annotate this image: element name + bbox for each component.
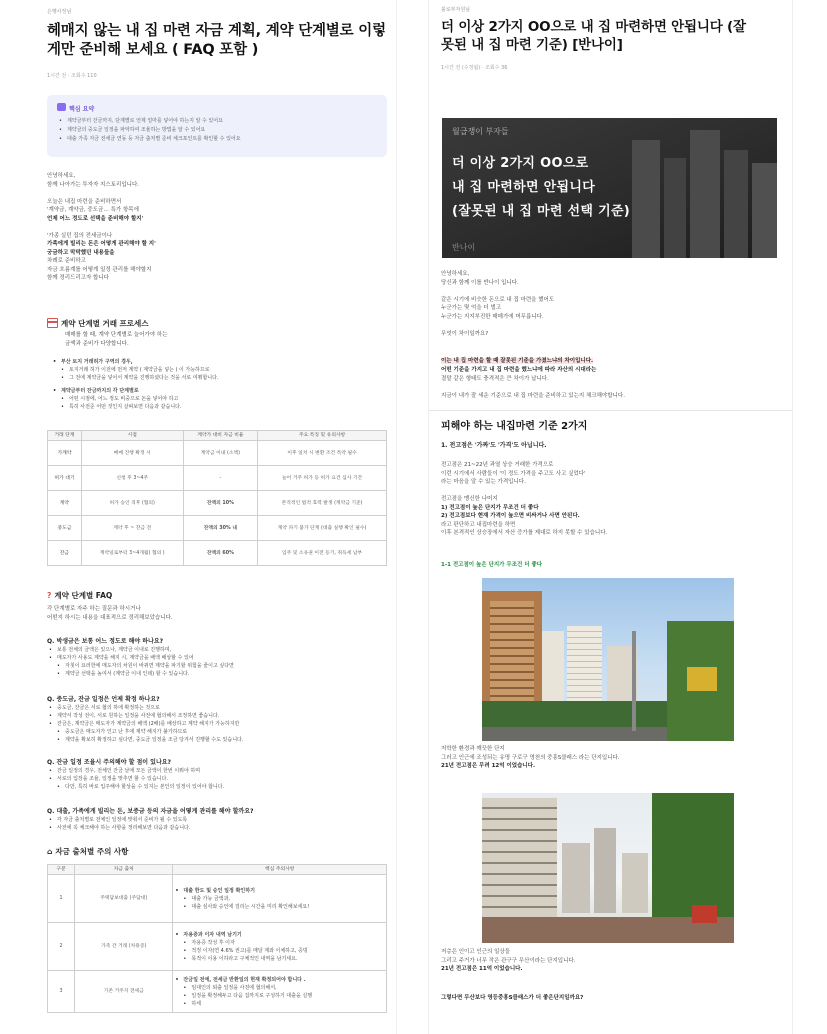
process-bullets	[53, 358, 383, 411]
row-number: 1	[48, 875, 75, 923]
left-article	[37, 0, 397, 1034]
title-line-2: 못된 내 집 마련 기준) [반나이]	[441, 37, 623, 53]
category-label[interactable]: 블로부자원님	[441, 7, 470, 13]
table-row	[48, 516, 387, 541]
desc-line: 어떤지 하시는 내용을 대표적으로 정리해보았습니다.	[47, 614, 173, 621]
summary-list	[59, 117, 241, 144]
table-header-cell: 구분	[48, 865, 75, 875]
faq-desc	[47, 605, 173, 622]
table-row	[48, 541, 387, 566]
list-item: • 다만, 특히 바로 입주해야 할상을 수 있지는 본인의 일정이 있어야 합니다.	[49, 783, 389, 791]
list-item: • 보통 전체의 금액은 있으나, 계약금 이내로 진행하며,	[49, 646, 389, 654]
hero-line: (잘못된 내 집 마련 선택 기준)	[452, 204, 631, 219]
photo-caption	[441, 948, 786, 974]
list-item: • 적정 이자(연 4.6% 권고)를 매달 계좌 이체하고, 증빙	[175, 947, 384, 955]
subheading: 1. 전고점은 '가짜'도 '가격'도 아닙니다.	[441, 442, 547, 449]
table-header-cell: 자금 출처	[75, 865, 173, 875]
hero-line: 더 이상 2가지 OO으로	[452, 156, 589, 171]
funding-notes	[173, 923, 387, 971]
text-line: 라는 마음을 알 수 있는 가격입니다.	[441, 479, 526, 485]
text-line: 저층은 인이고 인근의 일상들	[441, 949, 511, 955]
text-line: 함께 나아가는 투자자 지스토리입니다.	[47, 181, 140, 188]
faq-q1: Q. 박생금은 보통 어느 정도로 해야 하나요?	[47, 638, 164, 645]
table-cell: 가계약	[48, 441, 82, 466]
article-meta: 1시간 전 · 조회수 110	[47, 73, 97, 79]
list-item: • 그 전에 계약금을 넣어서 계약을 진행하셨다는 것을 서로 여쭤합니다.	[53, 374, 383, 382]
text-line: 무엇이 차이일까요?	[441, 330, 489, 337]
table-cell: 허가 대기	[48, 466, 82, 491]
table-cell: 늘어 거주 허가 등 허가 요건 심사 기간	[258, 466, 387, 491]
funding-table-wrap	[47, 864, 387, 1013]
faq-q3: Q. 잔금 일정 조율시 주의해야 할 점이 있나요?	[47, 759, 172, 766]
summary-item: • 계약금부터 잔금까지, 단계별로 언제 얼마를 넣어야 하는지 알 수 있어요	[59, 117, 241, 126]
text-line: 누군가는 몇 억을 더 벌고	[441, 305, 502, 311]
desc-line: 각 단계별로 자주 하는 질문과 하시거나	[47, 606, 141, 612]
table-cell: -	[183, 466, 258, 491]
text-line: 언제 어느 정도로 선택을 준비해야 할지'	[47, 215, 144, 222]
list-item: • 대출 한도 및 승인 일정 확인하기	[175, 887, 384, 895]
text-line: 어떤 기준을 가지고 내 집 마련을 했느냐에 따라 자산의 시대라는	[441, 367, 597, 373]
text-line	[47, 223, 387, 232]
section-process-label: 계약 단계별 거래 프로세스	[61, 319, 149, 328]
desc-line: 금액과 준비가 다양합니다.	[65, 340, 129, 347]
funding-notes	[173, 875, 387, 923]
desc-line: 매매를 할 때, 계약 단계별로 늘어가야 하는	[65, 332, 168, 338]
text-line: 이후 본격적인 상승장에서 자산 증가를 제대로 하지 못할 수 있습니다.	[441, 530, 608, 536]
list-item: • 대출 가능 금액과,	[175, 895, 384, 903]
list-item: • 일정을 확정해두고 다음 집까지로 구성하기 대출을 실행	[175, 992, 384, 1000]
list-item: • 목적이 이용 이하라고 구체적인 내역을 남기세요.	[175, 955, 384, 963]
highlight-text	[441, 357, 593, 366]
text-line: 전고점은 21~22년 과열 상승 거래한 가격으로	[441, 462, 554, 468]
list-item: • 잔금 일정의 경우, 전체인 잔금 날에 모든 금액이 한번 이뤄야 하며	[49, 767, 389, 775]
text-line: 안녕하세요,	[441, 271, 470, 277]
list-item: • 대출 심사와 승인에 걸리는 시간을 미리 확인해보세요!	[175, 903, 384, 911]
right-article	[428, 0, 793, 1034]
table-cell: 잔액의 60%	[183, 541, 258, 566]
body-text	[441, 461, 786, 538]
summary-item: • 대출 가족 자금 전세금 연동 등 자금 출처별 준비 체크포인트를 확인할 수 있어요	[59, 135, 241, 144]
table-cell: 잔금	[48, 541, 82, 566]
process-table-wrap	[47, 430, 387, 566]
funding-source: 기존 거주지 전세금	[75, 971, 173, 1013]
text-line: 오늘은 내집 마련을 준비하면서	[47, 198, 122, 205]
apartment-photo-1	[482, 578, 734, 741]
closing-question: 그렇다면 무산보다 영등중흥S클래스가 더 좋은단지일까요?	[441, 995, 584, 1001]
title-line-1: 더 이상 2가지 OO으로 내 집 마련하면 안됩니다 (잘	[441, 19, 746, 35]
list-item: • 토지거래 허가 이전에 먼저 계약 ( 계약금을 넣는 ) 이 가능하므로	[53, 366, 383, 374]
title-line-2: 게만 준비해 보세요 ( FAQ 포함 )	[47, 42, 259, 58]
faq-q2: Q. 중도금, 잔금 일정은 언제 확정 하나요?	[47, 696, 160, 703]
calendar-icon	[47, 318, 58, 328]
text-line	[441, 321, 786, 330]
table-row	[48, 875, 387, 923]
home-icon: ⌂	[47, 847, 53, 856]
faq-q4-list	[49, 816, 389, 832]
table-cell: 매매 진행 확정 시	[81, 441, 183, 466]
table-header-cell: 계약가 대비 자금 비율	[183, 431, 258, 441]
table-cell: 잔액의 30% 내	[183, 516, 258, 541]
text-line: 21년 전고점은 무려 12억 이었습니다.	[441, 763, 536, 769]
list-item: • 특히 사전준 어떤 것인지 살펴보면 다음과 같습니다.	[53, 403, 383, 411]
list-item: • 계약금부터 잔금까지의 각 단계별로	[53, 387, 383, 395]
faq-q2-list	[49, 704, 389, 744]
text-line: '계약금, 계약금, 중도금… 특가 항목에	[47, 207, 139, 213]
article-title	[47, 22, 397, 60]
row-number: 2	[48, 923, 75, 971]
text-line: 누군가는 지지부진한 매매가에 머무릅니다.	[441, 313, 544, 320]
list-item: • 잔금일 전에, 전세금 반환일의 현재 확정되어야 합니다 .	[175, 976, 384, 984]
faq-title	[47, 590, 112, 601]
text-line: 같은 시기에 비슷한 돈으로 내 집 마련을 했어도	[441, 296, 555, 303]
list-item: • 매도자가 사용도 계약을 해지 시, 계약금을 배액 배상할 수 있어	[49, 654, 389, 662]
table-cell: 계약 파기 불가 단계 (대출 실행 확인 필수)	[258, 516, 387, 541]
list-item: • 각 자금 출처별로 전체인 일정에 맞춰서 준비가 될 수 있도록	[49, 816, 389, 824]
list-item: • 하세	[175, 1000, 384, 1008]
list-item: • 부산 토지 거래허가 구역의 경우,	[53, 358, 383, 366]
text-line: 궁금하고 막막했던 내용들을	[47, 249, 115, 256]
list-item: • 어떤 시점에, 어느 정도 비중으로 돈을 넣어야 하고	[53, 395, 383, 403]
list-item: • 계약을 확보히 확정하고 싶다면, 중도금 일정을 조금 당겨서 진행할 수도 있습니다.	[49, 736, 389, 744]
funding-table	[47, 864, 387, 1013]
funding-label: 자금 출처별 주의 사항	[55, 847, 129, 856]
table-header-cell: 핵심 주의사항	[173, 865, 387, 875]
text-line: 당신과 함께 이를 반나이 입니다.	[441, 279, 519, 286]
table-row	[48, 971, 387, 1013]
article-title	[441, 18, 791, 54]
text-line: 지금이 내가 잘 세운 기준으로 내 집 마련을 준비하고 있는지 체크해야합니다.	[441, 392, 625, 399]
list-item: • 임대인의 퇴출 일정을 사전에 협의해서,	[175, 984, 384, 992]
text-line: 2) 전고점보다 현재 가격이 높으면 비싸거나 사면 안된다.	[441, 513, 580, 519]
text-line: 저학한 환경과 깨끗한 단지	[441, 746, 505, 752]
text-line	[441, 383, 786, 392]
list-item: • 계약금 선택을 높여서 (계약금 이내 인데) 할 수 있습니다.	[49, 670, 389, 678]
table-header-cell: 시점	[81, 431, 183, 441]
text-line: 전고점을 맹신한 나머지	[441, 496, 498, 502]
hero-image	[442, 118, 777, 258]
section-heading: 피해야 하는 내집마련 기준 2가지	[441, 421, 588, 432]
text-line: 결말 같은 형태도 충격적은 큰 차이가 납니다.	[441, 375, 549, 382]
text-line	[441, 487, 786, 496]
table-cell: 신청 후 3~4주	[81, 466, 183, 491]
table-cell: 허가 승인 직후 (협의)	[81, 491, 183, 516]
funding-source: 주택담보대출 (주담대)	[75, 875, 173, 923]
category-label[interactable]: 은행사정님	[47, 9, 72, 15]
text-line	[441, 287, 786, 296]
text-line: 그리고 주거가 너무 작은 관구구 무산이라는 단지입니다.	[441, 957, 576, 964]
list-item: • 중도금, 잔금은 서로 협의 하에 확정하는 것으로	[49, 704, 389, 712]
table-cell: 잔액의 10%	[183, 491, 258, 516]
text-line: 안녕하세요,	[47, 173, 76, 179]
text-line: 이런 시기에서 사람들이 '이 정도 가격을 주고도 사고 싶었다'	[441, 470, 586, 477]
text-line: 가족에게 빌리는 돈은 어떻게 관리해야 할 지'	[47, 241, 156, 247]
funding-title	[47, 846, 128, 857]
list-item: • 자용증 작성 후 이자	[175, 939, 384, 947]
list-item: • 사전에 꼭 체크해야 하는 사항을 정리해보면 다음과 같습니다.	[49, 824, 389, 832]
text-line: 차례로 준비하고	[47, 258, 86, 264]
highlight-span: 이는 내 집 마련을 할 때 잘못된 기준을 가졌느냐의 차이입니다.	[441, 358, 594, 364]
list-item: • 자칫이 요러한에 매도자의 차원이 바뀌면 계약을 파기할 위험을 줄이고 싶다면	[49, 662, 389, 670]
funding-notes	[173, 971, 387, 1013]
text-line: 자금 흐름계를 어떻게 일정 관리를 해야할지	[47, 266, 152, 273]
funding-source: 가족 간 거래 (차용증)	[75, 923, 173, 971]
question-icon: ?	[47, 591, 52, 600]
hero-line: 내 집 마련하면 안됩니다	[452, 180, 596, 195]
text-line: 1) 전고점이 높은 단지가 무조건 더 좋다	[441, 504, 539, 511]
table-row	[48, 491, 387, 516]
hero-caption: 월급쟁이 부자들	[452, 127, 509, 136]
table-cell: 중도금	[48, 516, 82, 541]
list-item: • 중도금은 매도자가 인고 난 후에 계약 해지가 불가하므로	[49, 728, 389, 736]
faq-q4: Q. 대출, 가족에게 빌리는 돈, 보증금 등의 자금을 어떻게 관리를 해야 할까요?	[47, 808, 254, 815]
text-line	[47, 189, 387, 198]
summary-item: • 계약금의 중도금 일정을 파악하여 조율하는 방법을 알 수 있어요	[59, 126, 241, 135]
title-line-1: 헤매지 않는 내 집 마련 자금 계획, 계약 단계별로 이렇	[47, 23, 386, 39]
list-item: • 잔금은, 계약금은 매도자가 계약금의 배액 (2배)를 배상하고 계약 해지가 가능하지만	[49, 720, 389, 728]
faq-label: 계약 단계별 FAQ	[54, 591, 113, 600]
apartment-photo-2	[482, 793, 734, 943]
list-item: • 자용증과 이자 내역 남기기	[175, 931, 384, 939]
section-process-desc	[65, 331, 168, 348]
divider	[429, 410, 793, 411]
table-row	[48, 441, 387, 466]
table-cell: 입주 및 소유권 이전 등기, 취득세 납부	[258, 541, 387, 566]
list-item: • 서로의 입장을 조율, 일정을 맞추면 할 수 있습니다.	[49, 775, 389, 783]
list-item: • 계약서 작성 전이, 서로 원하는 일정을 사전에 협의해서 조정하면 좋습니다.	[49, 712, 389, 720]
table-header-cell: 주요 특징 및 유의사항	[258, 431, 387, 441]
body-text	[441, 366, 786, 400]
table-row	[48, 466, 387, 491]
table-row	[48, 923, 387, 971]
table-cell: 본격적인 법적 효력 발생 (계약금 기준)	[258, 491, 387, 516]
row-number: 3	[48, 971, 75, 1013]
green-label: 1-1 전고점이 높은 단지가 무조건 더 좋다	[441, 562, 543, 568]
table-cell: 계약일로부터 3~4개월( 협의 )	[81, 541, 183, 566]
table-header-cell: 거래 단계	[48, 431, 82, 441]
table-cell: 계약	[48, 491, 82, 516]
summary-label: 핵심 요약	[69, 106, 95, 113]
article-meta: 1시간 전 (수정됨) · 조회수 36	[441, 65, 508, 71]
summary-box	[47, 95, 387, 157]
text-line: 라고 판단하고 내집마련을 하면	[441, 521, 516, 528]
text-line: 함께 정리드리고자 합니다	[47, 275, 109, 281]
faq-q1-list	[49, 646, 389, 678]
section-process-title	[47, 318, 149, 329]
hero-signature: 반나이	[452, 243, 476, 252]
text-line: 21년 전고점은 11억 이었습니다.	[441, 966, 523, 972]
table-cell: 계약 후 ~ 잔금 전	[81, 516, 183, 541]
text-line: '가종 실던 집의 전세금이나	[47, 232, 113, 239]
table-cell: 계약금 이내 (소액)	[183, 441, 258, 466]
summary-icon	[57, 103, 66, 111]
text-line: 그러고 인근에 조성되는 유명 구로구 영천의 중흥S클래스 라는 단지입니다.	[441, 754, 620, 761]
intro-text	[47, 172, 387, 283]
table-cell: 이후 일치 시 변환 조건 특약 필수	[258, 441, 387, 466]
intro-text	[441, 270, 786, 338]
photo-caption	[441, 745, 786, 771]
faq-q3-list	[49, 767, 389, 791]
process-table	[47, 430, 387, 566]
